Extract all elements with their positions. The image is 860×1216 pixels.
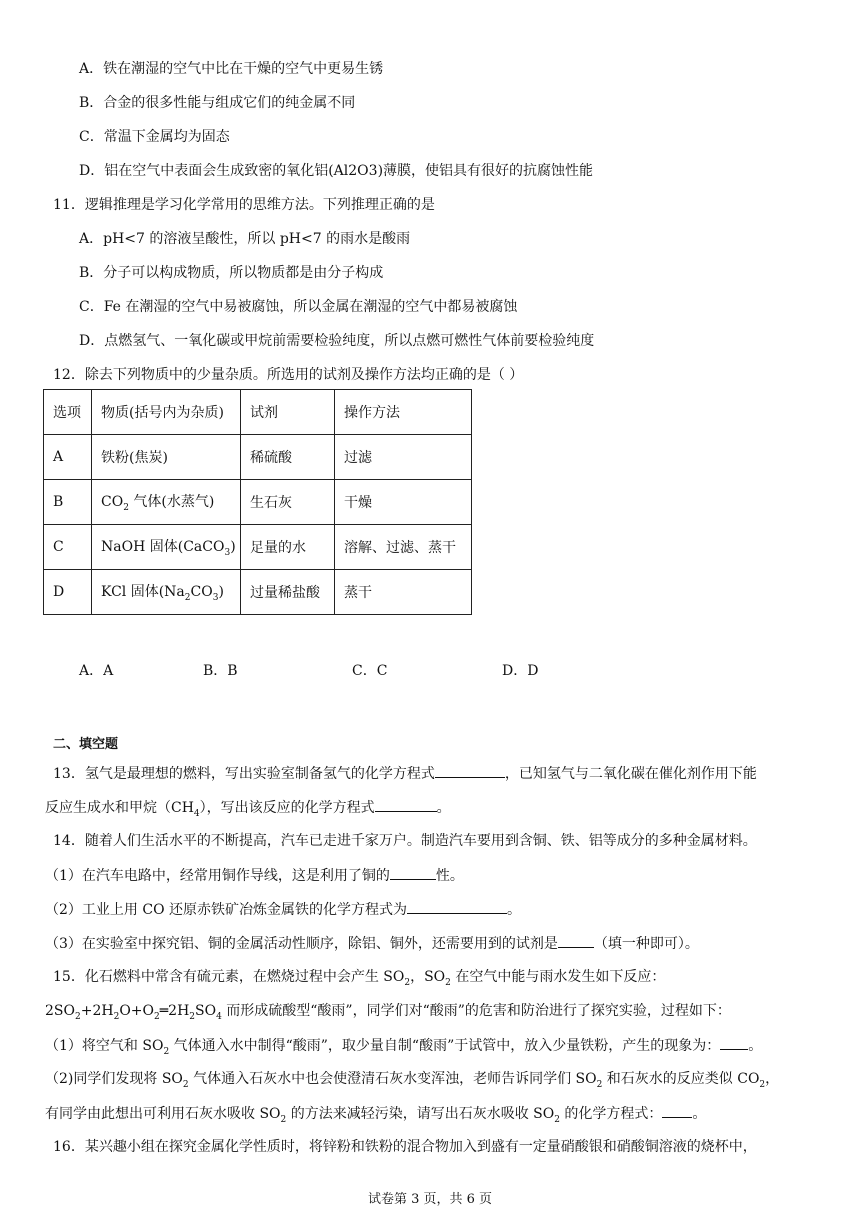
q13-line-1: 13．氢气是最理想的燃料，写出实验室制备氢气的化学方程式 ，已知氢气与二氧化碳在催化剂作用下能 [53, 763, 757, 784]
q12-stem: 12．除去下列物质中的少量杂质。所选用的试剂及操作方法均正确的是（ ） [53, 367, 524, 383]
answer-blank[interactable] [375, 797, 437, 812]
q15-part-1: （1）将空气和 $SO_2$ 气体通入水中制得“酸雨”，取少量自制“酸雨”于试管中，放入少量铁粉，产生的现象为： 。 [45, 1035, 762, 1062]
answer-blank[interactable] [435, 763, 505, 778]
table-cell-option: C [44, 525, 92, 570]
q11-option-b: B．分子可以构成物质，所以物质都是由分子构成 [79, 265, 384, 281]
table-cell-option: D [44, 570, 92, 615]
q15-line-1: 15．化石燃料中常含有硫元素，在燃烧过程中会产生 $SO_2$，$SO_2$ 在空气中能与雨水发生如下反应： [53, 969, 666, 988]
answer-blank[interactable] [558, 933, 594, 948]
q11-option-d: D．点燃氢气、一氧化碳或甲烷前需要检验纯度，所以点燃可燃性气体前要检验纯度 [79, 333, 595, 349]
table-header-cell: 试剂 [241, 390, 335, 435]
q12-table [43, 389, 472, 615]
q10-option-d: D．铝在空气中表面会生成致密的氧化铝(Al2O3)薄膜，使铝具有很好的抗腐蚀性能 [79, 163, 594, 179]
table-header-cell: 物质(括号内为杂质) [92, 390, 241, 435]
table-row [44, 435, 472, 480]
answer-blank[interactable] [390, 865, 436, 880]
table-cell-method: 干燥 [335, 480, 472, 525]
table-cell-method: 过滤 [335, 435, 472, 480]
page-footer: 试卷第 3 页，共 6 页 [367, 1192, 493, 1207]
answer-blank[interactable] [407, 899, 507, 914]
table-header-row [44, 390, 472, 435]
table-row [44, 570, 472, 615]
table-cell-reagent: 稀硫酸 [241, 435, 335, 480]
table-cell-method: 溶解、过滤、蒸干 [335, 525, 472, 570]
q11-option-a: A．pH<7 的溶液呈酸性，所以 pH<7 的雨水是酸雨 [79, 231, 411, 247]
table-cell-reagent: 足量的水 [241, 525, 335, 570]
q15-part-2: （2)同学们发现将 $SO_2$ 气体通入石灰水中也会使澄清石灰水变浑浊，老师告诉同学们 $SO_2$ 和石灰水的反应类似 $CO_2$， [45, 1071, 780, 1090]
table-cell-option: B [44, 480, 92, 525]
table-header-cell: 操作方法 [335, 390, 472, 435]
answer-blank[interactable] [662, 1103, 692, 1118]
q14-part-3: （3）在实验室中探究铝、铜的金属活动性顺序，除铝、铜外，还需要用到的试剂是 （填一种即可）。 [45, 933, 699, 954]
table-cell-option: A [44, 435, 92, 480]
answer-blank[interactable] [720, 1035, 748, 1050]
q11-option-c: C．Fe 在潮湿的空气中易被腐蚀，所以金属在潮湿的空气中都易被腐蚀 [79, 299, 518, 315]
table-cell-method: 蒸干 [335, 570, 472, 615]
q13-line-2: 反应生成水和甲烷$(CH_4)$，写出该反应的化学方程式 。 [45, 797, 451, 824]
q14-part-2: （2）工业上用 CO 还原赤铁矿冶炼金属铁的化学方程式为 。 [45, 899, 521, 920]
q15-line-2: $2SO_2+2H_2O+O_2═2H_2SO_4$ 而形成硫酸型“酸雨”，同学们对“酸雨”的危害和防治进行了探究实验，过程如下： [45, 1003, 731, 1022]
section-title: 二、填空题 [53, 737, 119, 752]
q12-choice-d: D．D [502, 663, 539, 679]
q11-stem: 11．逻辑推理是学习化学常用的思维方法。下列推理正确的是 [53, 197, 435, 213]
q10-option-a: A．铁在潮湿的空气中比在干燥的空气中更易生锈 [79, 61, 384, 77]
q15-part-3: 有同学由此想出可利用石灰水吸收 $SO_2$ 的方法来减轻污染，请写出石灰水吸收 $SO_2$ 的化学方程式： 。 [45, 1103, 706, 1130]
table-cell-substance: NaOH 固体(CaCO$_3$) [92, 525, 241, 570]
q14-part-1: （1）在汽车电路中，经常用铜作导线，这是利用了铜的 性。 [45, 865, 464, 886]
table-header-cell: 选项 [44, 390, 92, 435]
table-cell-substance: 铁粉(焦炭) [92, 435, 241, 480]
table-cell-reagent: 生石灰 [241, 480, 335, 525]
q14-stem: 14．随着人们生活水平的不断提高，汽车已走进千家万户。制造汽车要用到含铜、铁、铝等成分的多种金属材料。 [53, 833, 757, 849]
table-cell-substance: $CO_2$ 气体(水蒸气) [92, 480, 241, 525]
table-row [44, 480, 472, 525]
table-cell-reagent: 过量稀盐酸 [241, 570, 335, 615]
q10-option-b: B．合金的很多性能与组成它们的纯金属不同 [79, 95, 356, 111]
table-row [44, 525, 472, 570]
q12-choice-b: B．B [203, 663, 238, 679]
q10-option-c: C．常温下金属均为固态 [79, 129, 230, 145]
q16-stem: 16．某兴趣小组在探究金属化学性质时，将锌粉和铁粉的混合物加入到盛有一定量硝酸银和硝酸铜溶液的烧杯中， [53, 1139, 757, 1155]
table-cell-substance: KCl 固体$(Na_2CO_3)$ [92, 570, 241, 615]
q12-choice-c: C．C [352, 663, 388, 679]
q12-choice-a: A．A [79, 663, 114, 679]
